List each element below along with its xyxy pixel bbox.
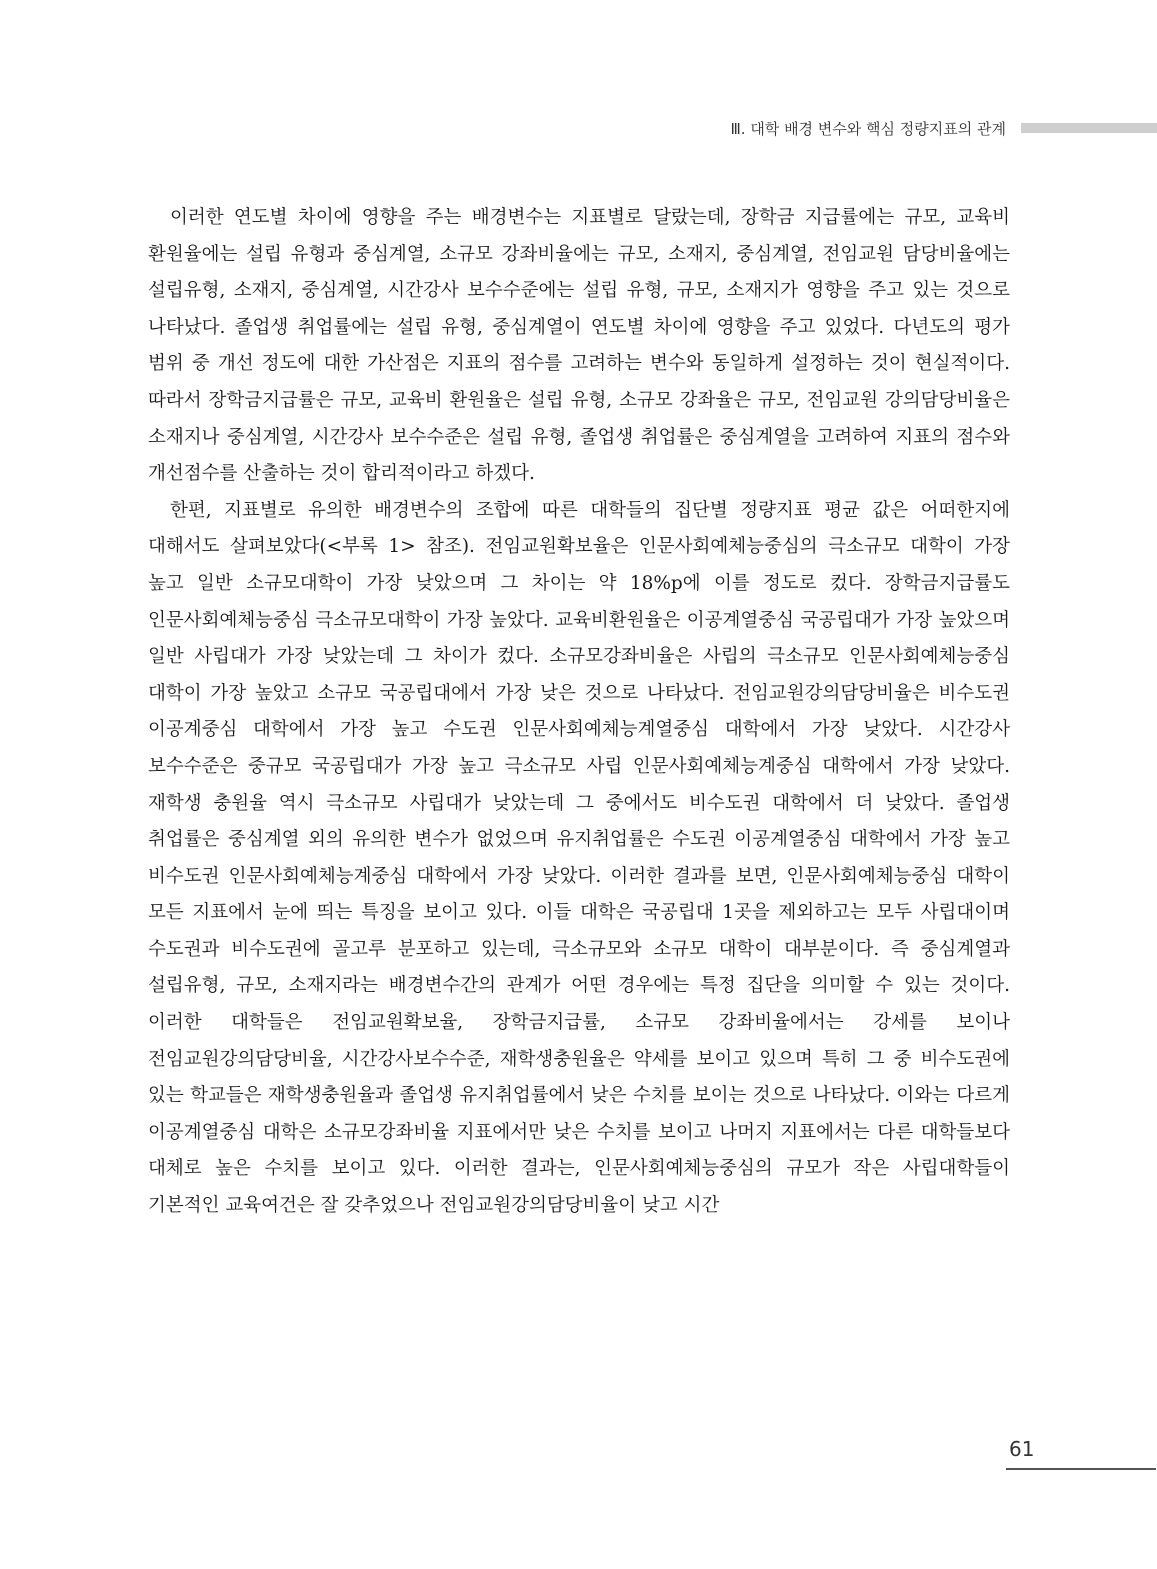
paragraph-2: 한편, 지표별로 유의한 배경변수의 조합에 따른 대학들의 집단별 정량지표 평균 값은 어떠한지에 대해서도 살펴보았다(<부록 1> 참조). 전임교원확보율은 인문사회예체능중심의 극소규모 대학이 가장 높고 일반 소규모대학이 가장 낮았으며 그 차이는 약 18%p에 이를 정도로 컸다. 장학금지급률도 인문사회예체능중심 극소규모대학이 가장 높았다. 교육비환원율은 이공계열중심 국공립대가 가장 높았으며 일반 사립대가 가장 낮았는데 그 차이가 컸다. 소규모강좌비율은 사립의 극소규모 인문사회예체능중심 대학이 가장 높았고 소규모 국공립대에서 가장 낮은 것으로 나타났다. 전임교원강의담당비율은 비수도권 이공계중심 대학에서 가장 높고 수도권 인문사회예체능계열중심 대학에서 가장 낮았다. 시간강사 보수수준은 중규모 국공립대가 가장 높고 극소규모 사립 인문사회예체능계중심 대학에서 가장 낮았다. 재학생 충원율 역시 극소규모 사립대가 낮았는데 그 중에서도 비수도권 대학에서 더 낮았다. 졸업생 취업률은 중심계열 외의 유의한 변수가 없었으며 유지취업률은 수도권 이공계열중심 대학에서 가장 높고 비수도권 인문사회예체능계중심 대학에서 가장 낮았다. 이러한 결과를 보면, 인문사회예체능중심 대학이 모든 지표에서 눈에 띄는 특징을 보이고 있다. 이들 대학은 국공립대 1곳을 제외하고는 모두 사립대이며 수도권과 비수도권에 골고루 분포하고 있는데, 극소규모와 소규모 대학이 대부분이다. 즉 중심계열과 설립유형, 규모, 소재지라는 배경변수간의 관계가 어떤 경우에는 특정 집단을 의미할 수 있는 것이다. 이러한 대학들은 전임교원확보율, 장학금지급률, 소규모 강좌비율에서는 강세를 보이나 전임교원강의담당비율, 시간강사보수수준, 재학생충원율은 약세를 보이고 있으며 특히 그 중 비수도권에 있는 학교들은 재학생충원율과 졸업생 유지취업률에서 낮은 수치를 보이는 것으로 나타났다. 이와는 다르게 이공계열중심 대학은 소규모강좌비율 지표에서만 낮은 수치를 보이고 나머지 지표에서는 다른 대학들보다 대체로 높은 수치를 보이고 있다. 이러한 결과는, 인문사회예체능중심의 규모가 작은 사립대학들이 기본적인 교육여건은 잘 갖추었으나 전임교원강의담당비율이 낮고 시간 [148,499,1010,1217]
paragraph-1: 이러한 연도별 차이에 영향을 주는 배경변수는 지표별로 달랐는데, 장학금 지급률에는 규모, 교육비 환원율에는 설립 유형과 중심계열, 소규모 강좌비율에는 규모, 소재지, 중심계열, 전임교원 담당비율에는 설립유형, 소재지, 중심계열, 시간강사 보수수준에는 설립 유형, 규모, 소재지가 영향을 주고 있는 것으로 나타났다. 졸업생 취업률에는 설립 유형, 중심계열이 연도별 차이에 영향을 주고 있었다. 다년도의 평가 범위 중 개선 정도에 대한 가산점은 지표의 점수를 고려하는 변수와 동일하게 설정하는 것이 현실적이다. 따라서 장학금지급률은 규모, 교육비 환원율은 설립 유형, 소규모 강좌율은 규모, 전임교원 강의담당비율은 소재지나 중심계열, 시간강사 보수수준은 설립 유형, 졸업생 취업률은 중심계열을 고려하여 지표의 점수와 개선점수를 산출하는 것이 합리적이라고 하겠다. [148,207,1010,485]
page-number: 61 [1009,1437,1035,1461]
footer-rule [1006,1468,1156,1470]
header-decorative-bar [1021,123,1157,133]
body-text [148,200,1010,1225]
chapter-title: Ⅲ. 대학 배경 변수와 핵심 정량지표의 관계 [730,120,1006,138]
running-header [0,117,1157,141]
